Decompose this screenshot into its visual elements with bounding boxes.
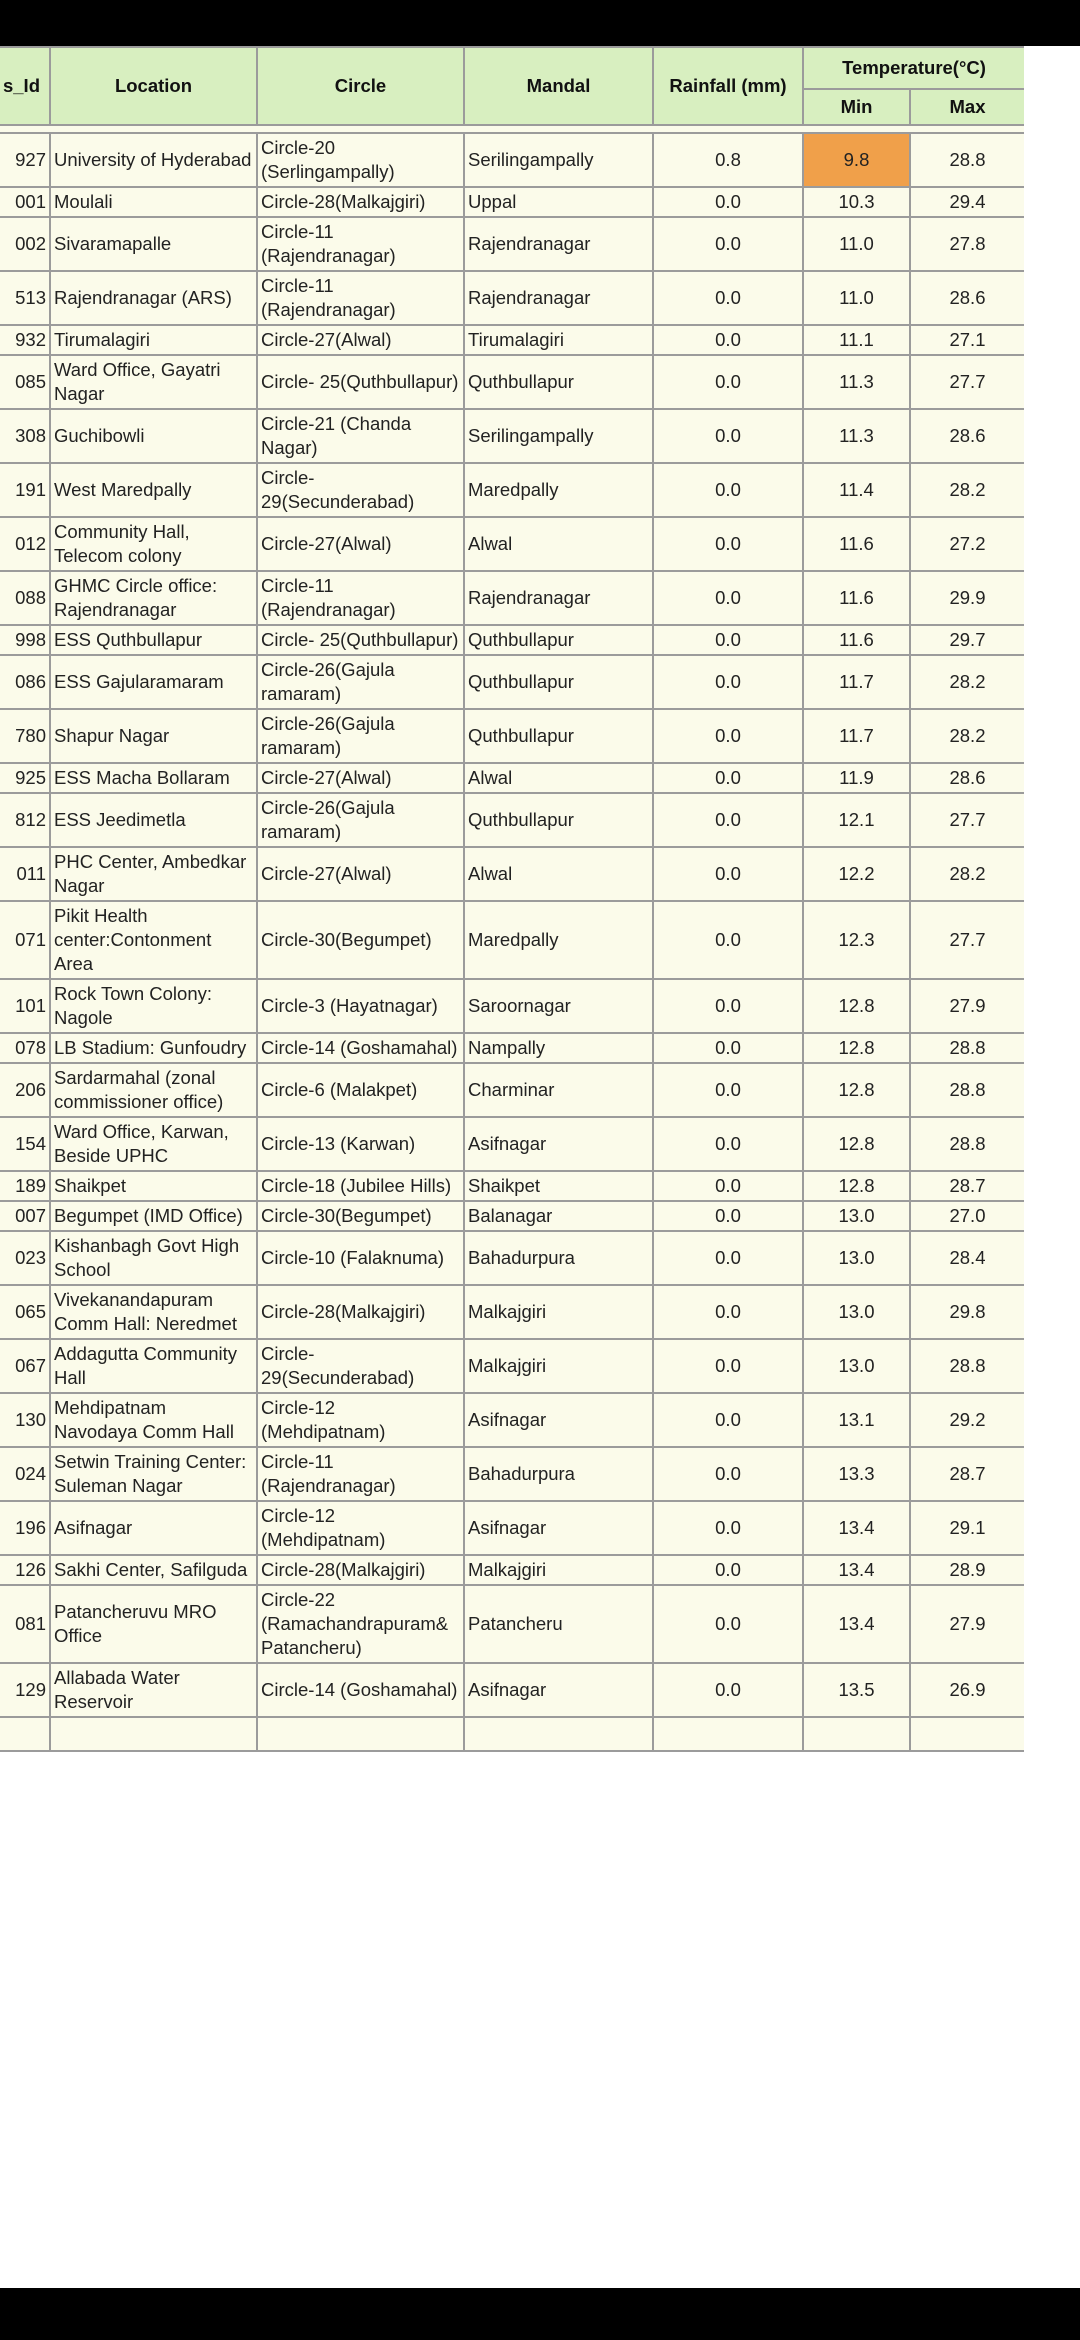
- cell-circle: Circle-12 (Mehdipatnam): [257, 1393, 464, 1447]
- cell-min: 13.0: [803, 1201, 910, 1231]
- cell-rainfall: 0.0: [653, 1285, 803, 1339]
- cell-rainfall: 0.0: [653, 187, 803, 217]
- cell-max: 29.1: [910, 1501, 1024, 1555]
- cell-rainfall: 0.0: [653, 1117, 803, 1171]
- cell-max: 27.9: [910, 979, 1024, 1033]
- cell-id: 081: [0, 1585, 50, 1663]
- cell-min: 13.4: [803, 1585, 910, 1663]
- cell-location: Sardarmahal (zonal commissioner office): [50, 1063, 257, 1117]
- cell-rainfall: 0.0: [653, 763, 803, 793]
- cell-partial: [803, 1717, 910, 1751]
- cell-id: 925: [0, 763, 50, 793]
- cell-mandal: Asifnagar: [464, 1501, 653, 1555]
- cell-circle: Circle-27(Alwal): [257, 763, 464, 793]
- cell-min: 11.6: [803, 625, 910, 655]
- table-row: [0, 517, 1024, 571]
- header-spacer-cell: [0, 125, 1024, 133]
- cell-id: 126: [0, 1555, 50, 1585]
- cell-id: 932: [0, 325, 50, 355]
- cell-location: GHMC Circle office: Rajendranagar: [50, 571, 257, 625]
- cell-rainfall: 0.0: [653, 409, 803, 463]
- cell-rainfall: 0.0: [653, 979, 803, 1033]
- cell-id: 129: [0, 1663, 50, 1717]
- cell-id: 001: [0, 187, 50, 217]
- cell-partial: [0, 1717, 50, 1751]
- cell-mandal: Alwal: [464, 517, 653, 571]
- cell-max: 28.6: [910, 271, 1024, 325]
- cell-location: Allabada Water Reservoir: [50, 1663, 257, 1717]
- cell-max: 28.2: [910, 709, 1024, 763]
- cell-min: 12.8: [803, 1117, 910, 1171]
- cell-location: PHC Center, Ambedkar Nagar: [50, 847, 257, 901]
- cell-location: University of Hyderabad: [50, 133, 257, 187]
- cell-rainfall: 0.0: [653, 1063, 803, 1117]
- cell-location: Ward Office, Karwan, Beside UPHC: [50, 1117, 257, 1171]
- cell-mandal: Nampally: [464, 1033, 653, 1063]
- cell-circle: Circle-28(Malkajgiri): [257, 1555, 464, 1585]
- cell-rainfall: 0.0: [653, 1447, 803, 1501]
- cell-mandal: Balanagar: [464, 1201, 653, 1231]
- cell-rainfall: 0.0: [653, 571, 803, 625]
- cell-max: 28.9: [910, 1555, 1024, 1585]
- cell-mandal: Rajendranagar: [464, 571, 653, 625]
- table-row: [0, 1201, 1024, 1231]
- cell-min: 13.3: [803, 1447, 910, 1501]
- cell-rainfall: 0.0: [653, 1201, 803, 1231]
- cell-location: Rajendranagar (ARS): [50, 271, 257, 325]
- header-location: Location: [50, 47, 257, 125]
- cell-location: Tirumalagiri: [50, 325, 257, 355]
- cell-min: 11.1: [803, 325, 910, 355]
- table-row: [0, 1171, 1024, 1201]
- cell-mandal: Tirumalagiri: [464, 325, 653, 355]
- cell-circle: Circle-3 (Hayatnagar): [257, 979, 464, 1033]
- cell-min: 12.3: [803, 901, 910, 979]
- cell-id: 130: [0, 1393, 50, 1447]
- cell-min: 11.9: [803, 763, 910, 793]
- cell-circle: Circle-22 (Ramachandrapuram& Patancheru): [257, 1585, 464, 1663]
- cell-location: ESS Jeedimetla: [50, 793, 257, 847]
- cell-id: 012: [0, 517, 50, 571]
- cell-min: 13.4: [803, 1501, 910, 1555]
- cell-min: 12.8: [803, 979, 910, 1033]
- cell-min: 11.3: [803, 409, 910, 463]
- cell-max: 27.9: [910, 1585, 1024, 1663]
- cell-circle: Circle-27(Alwal): [257, 325, 464, 355]
- cell-rainfall: 0.0: [653, 1171, 803, 1201]
- cell-min: 9.8: [803, 133, 910, 187]
- cell-partial: [910, 1717, 1024, 1751]
- cell-circle: Circle- 25(Quthbullapur): [257, 625, 464, 655]
- cell-rainfall: 0.0: [653, 1501, 803, 1555]
- cell-mandal: Maredpally: [464, 901, 653, 979]
- cell-location: ESS Macha Bollaram: [50, 763, 257, 793]
- cell-min: 12.8: [803, 1063, 910, 1117]
- cell-partial: [257, 1717, 464, 1751]
- table-row: [0, 979, 1024, 1033]
- cell-circle: Circle-14 (Goshamahal): [257, 1663, 464, 1717]
- cell-mandal: Uppal: [464, 187, 653, 217]
- cell-circle: Circle- 29(Secunderabad): [257, 1339, 464, 1393]
- table-row: [0, 133, 1024, 187]
- cell-rainfall: 0.8: [653, 133, 803, 187]
- cell-max: 28.4: [910, 1231, 1024, 1285]
- page-margin: [1024, 46, 1080, 2288]
- cell-rainfall: 0.0: [653, 1033, 803, 1063]
- cell-id: 189: [0, 1171, 50, 1201]
- cell-circle: Circle-28(Malkajgiri): [257, 187, 464, 217]
- cell-rainfall: 0.0: [653, 709, 803, 763]
- table-row-partial: [0, 1717, 1024, 1751]
- table-row: [0, 655, 1024, 709]
- cell-location: Vivekanandapuram Comm Hall: Neredmet: [50, 1285, 257, 1339]
- cell-mandal: Malkajgiri: [464, 1285, 653, 1339]
- cell-max: 27.1: [910, 325, 1024, 355]
- cell-id: 101: [0, 979, 50, 1033]
- table-row: [0, 1555, 1024, 1585]
- cell-circle: Circle-18 (Jubilee Hills): [257, 1171, 464, 1201]
- cell-mandal: Malkajgiri: [464, 1555, 653, 1585]
- cell-max: 28.7: [910, 1171, 1024, 1201]
- cell-id: 196: [0, 1501, 50, 1555]
- cell-max: 29.4: [910, 187, 1024, 217]
- cell-max: 27.7: [910, 793, 1024, 847]
- cell-min: 11.4: [803, 463, 910, 517]
- cell-rainfall: 0.0: [653, 325, 803, 355]
- header-temperature: Temperature(°C): [803, 47, 1024, 89]
- cell-rainfall: 0.0: [653, 355, 803, 409]
- cell-location: Community Hall, Telecom colony: [50, 517, 257, 571]
- cell-rainfall: 0.0: [653, 1585, 803, 1663]
- cell-max: 29.9: [910, 571, 1024, 625]
- cell-partial: [464, 1717, 653, 1751]
- cell-circle: Circle-30(Begumpet): [257, 1201, 464, 1231]
- cell-id: 002: [0, 217, 50, 271]
- cell-max: 28.8: [910, 1339, 1024, 1393]
- header-rainfall: Rainfall (mm): [653, 47, 803, 125]
- cell-circle: Circle-27(Alwal): [257, 517, 464, 571]
- table-row: [0, 409, 1024, 463]
- table-row: [0, 1447, 1024, 1501]
- weather-table-container[interactable]: [0, 46, 1024, 2336]
- table-row: [0, 1033, 1024, 1063]
- cell-location: Ward Office, Gayatri Nagar: [50, 355, 257, 409]
- cell-mandal: Asifnagar: [464, 1663, 653, 1717]
- cell-location: Kishanbagh Govt High School: [50, 1231, 257, 1285]
- cell-rainfall: 0.0: [653, 517, 803, 571]
- cell-location: West Maredpally: [50, 463, 257, 517]
- cell-location: Moulali: [50, 187, 257, 217]
- cell-mandal: Quthbullapur: [464, 625, 653, 655]
- cell-rainfall: 0.0: [653, 901, 803, 979]
- cell-max: 28.8: [910, 1063, 1024, 1117]
- cell-rainfall: 0.0: [653, 625, 803, 655]
- cell-id: 088: [0, 571, 50, 625]
- cell-rainfall: 0.0: [653, 793, 803, 847]
- cell-min: 11.0: [803, 217, 910, 271]
- cell-circle: Circle-10 (Falaknuma): [257, 1231, 464, 1285]
- cell-max: 28.8: [910, 1033, 1024, 1063]
- table-row: [0, 1393, 1024, 1447]
- cell-location: Rock Town Colony: Nagole: [50, 979, 257, 1033]
- table-row: [0, 793, 1024, 847]
- cell-id: 023: [0, 1231, 50, 1285]
- status-bar: [0, 0, 1080, 46]
- cell-location: Patancheruvu MRO Office: [50, 1585, 257, 1663]
- header-min: Min: [803, 89, 910, 125]
- cell-circle: Circle- 29(Secunderabad): [257, 463, 464, 517]
- cell-id: 067: [0, 1339, 50, 1393]
- cell-min: 13.0: [803, 1339, 910, 1393]
- cell-mandal: Serilingampally: [464, 409, 653, 463]
- cell-partial: [50, 1717, 257, 1751]
- cell-min: 11.3: [803, 355, 910, 409]
- table-row: [0, 1339, 1024, 1393]
- cell-max: 27.8: [910, 217, 1024, 271]
- cell-min: 12.8: [803, 1171, 910, 1201]
- cell-min: 11.6: [803, 571, 910, 625]
- cell-max: 28.6: [910, 763, 1024, 793]
- cell-max: 29.7: [910, 625, 1024, 655]
- cell-location: Addagutta Community Hall: [50, 1339, 257, 1393]
- cell-id: 086: [0, 655, 50, 709]
- cell-rainfall: 0.0: [653, 1339, 803, 1393]
- cell-rainfall: 0.0: [653, 847, 803, 901]
- cell-rainfall: 0.0: [653, 271, 803, 325]
- cell-circle: Circle-30(Begumpet): [257, 901, 464, 979]
- cell-circle: Circle-20 (Serlingampally): [257, 133, 464, 187]
- table-row: [0, 1285, 1024, 1339]
- cell-mandal: Asifnagar: [464, 1117, 653, 1171]
- cell-rainfall: 0.0: [653, 1555, 803, 1585]
- cell-max: 28.8: [910, 133, 1024, 187]
- cell-rainfall: 0.0: [653, 463, 803, 517]
- cell-max: 28.2: [910, 655, 1024, 709]
- table-row: [0, 187, 1024, 217]
- cell-location: Guchibowli: [50, 409, 257, 463]
- cell-rainfall: 0.0: [653, 1231, 803, 1285]
- cell-min: 12.1: [803, 793, 910, 847]
- table-row: [0, 1501, 1024, 1555]
- table-row: [0, 1231, 1024, 1285]
- cell-mandal: Quthbullapur: [464, 355, 653, 409]
- cell-max: 28.2: [910, 847, 1024, 901]
- table-row: [0, 1663, 1024, 1717]
- cell-mandal: Patancheru: [464, 1585, 653, 1663]
- cell-min: 11.7: [803, 655, 910, 709]
- cell-id: 998: [0, 625, 50, 655]
- header-spacer: [0, 125, 1024, 133]
- table-row: [0, 271, 1024, 325]
- cell-mandal: Bahadurpura: [464, 1447, 653, 1501]
- header-id: s_Id: [0, 47, 50, 125]
- cell-min: 11.7: [803, 709, 910, 763]
- cell-max: 27.7: [910, 901, 1024, 979]
- cell-location: Sakhi Center, Safilguda: [50, 1555, 257, 1585]
- table-row: [0, 1585, 1024, 1663]
- table-row: [0, 217, 1024, 271]
- cell-circle: Circle-27(Alwal): [257, 847, 464, 901]
- cell-id: 154: [0, 1117, 50, 1171]
- cell-circle: Circle-11 (Rajendranagar): [257, 217, 464, 271]
- cell-location: Pikit Health center:Contonment Area: [50, 901, 257, 979]
- cell-min: 13.4: [803, 1555, 910, 1585]
- cell-max: 28.2: [910, 463, 1024, 517]
- cell-mandal: Quthbullapur: [464, 793, 653, 847]
- cell-location: ESS Quthbullapur: [50, 625, 257, 655]
- cell-mandal: Bahadurpura: [464, 1231, 653, 1285]
- cell-rainfall: 0.0: [653, 1663, 803, 1717]
- table-row: [0, 625, 1024, 655]
- cell-circle: Circle-11 (Rajendranagar): [257, 271, 464, 325]
- header-mandal: Mandal: [464, 47, 653, 125]
- cell-max: 26.9: [910, 1663, 1024, 1717]
- cell-mandal: Quthbullapur: [464, 655, 653, 709]
- cell-max: 27.0: [910, 1201, 1024, 1231]
- cell-mandal: Alwal: [464, 763, 653, 793]
- cell-max: 27.7: [910, 355, 1024, 409]
- cell-id: 085: [0, 355, 50, 409]
- cell-location: ESS Gajularamaram: [50, 655, 257, 709]
- table-row: [0, 463, 1024, 517]
- header-circle: Circle: [257, 47, 464, 125]
- table-row: [0, 901, 1024, 979]
- cell-min: 10.3: [803, 187, 910, 217]
- table-row: [0, 325, 1024, 355]
- cell-max: 28.7: [910, 1447, 1024, 1501]
- cell-id: 065: [0, 1285, 50, 1339]
- cell-rainfall: 0.0: [653, 655, 803, 709]
- cell-min: 13.0: [803, 1231, 910, 1285]
- cell-max: 29.2: [910, 1393, 1024, 1447]
- cell-rainfall: 0.0: [653, 217, 803, 271]
- cell-location: Shaikpet: [50, 1171, 257, 1201]
- cell-max: 27.2: [910, 517, 1024, 571]
- cell-min: 13.5: [803, 1663, 910, 1717]
- cell-location: Shapur Nagar: [50, 709, 257, 763]
- cell-mandal: Quthbullapur: [464, 709, 653, 763]
- cell-min: 11.6: [803, 517, 910, 571]
- cell-max: 28.8: [910, 1117, 1024, 1171]
- cell-location: LB Stadium: Gunfoudry: [50, 1033, 257, 1063]
- cell-id: 078: [0, 1033, 50, 1063]
- cell-circle: Circle-11 (Rajendranagar): [257, 571, 464, 625]
- cell-id: 191: [0, 463, 50, 517]
- cell-id: 513: [0, 271, 50, 325]
- cell-mandal: Charminar: [464, 1063, 653, 1117]
- cell-circle: Circle-6 (Malakpet): [257, 1063, 464, 1117]
- cell-id: 011: [0, 847, 50, 901]
- cell-min: 13.1: [803, 1393, 910, 1447]
- cell-mandal: Rajendranagar: [464, 271, 653, 325]
- cell-location: Begumpet (IMD Office): [50, 1201, 257, 1231]
- cell-circle: Circle- 25(Quthbullapur): [257, 355, 464, 409]
- cell-circle: Circle-26(Gajula ramaram): [257, 793, 464, 847]
- cell-mandal: Asifnagar: [464, 1393, 653, 1447]
- cell-mandal: Serilingampally: [464, 133, 653, 187]
- cell-partial: [653, 1717, 803, 1751]
- table-row: [0, 571, 1024, 625]
- cell-circle: Circle-13 (Karwan): [257, 1117, 464, 1171]
- cell-mandal: Saroornagar: [464, 979, 653, 1033]
- cell-location: Sivaramapalle: [50, 217, 257, 271]
- cell-id: 007: [0, 1201, 50, 1231]
- cell-min: 13.0: [803, 1285, 910, 1339]
- cell-location: Mehdipatnam Navodaya Comm Hall: [50, 1393, 257, 1447]
- cell-circle: Circle-11 (Rajendranagar): [257, 1447, 464, 1501]
- cell-id: 927: [0, 133, 50, 187]
- cell-min: 11.0: [803, 271, 910, 325]
- cell-id: 024: [0, 1447, 50, 1501]
- cell-id: 308: [0, 409, 50, 463]
- cell-circle: Circle-12 (Mehdipatnam): [257, 1501, 464, 1555]
- cell-id: 780: [0, 709, 50, 763]
- cell-circle: Circle-26(Gajula ramaram): [257, 655, 464, 709]
- cell-id: 812: [0, 793, 50, 847]
- cell-id: 071: [0, 901, 50, 979]
- cell-mandal: Alwal: [464, 847, 653, 901]
- table-row: [0, 355, 1024, 409]
- cell-location: Asifnagar: [50, 1501, 257, 1555]
- cell-min: 12.8: [803, 1033, 910, 1063]
- cell-circle: Circle-28(Malkajgiri): [257, 1285, 464, 1339]
- cell-mandal: Maredpally: [464, 463, 653, 517]
- table-row: [0, 763, 1024, 793]
- cell-circle: Circle-21 (Chanda Nagar): [257, 409, 464, 463]
- weather-table: [0, 46, 1024, 1752]
- cell-mandal: Shaikpet: [464, 1171, 653, 1201]
- header-max: Max: [910, 89, 1024, 125]
- cell-max: 28.6: [910, 409, 1024, 463]
- table-row: [0, 1117, 1024, 1171]
- cell-circle: Circle-14 (Goshamahal): [257, 1033, 464, 1063]
- cell-mandal: Malkajgiri: [464, 1339, 653, 1393]
- cell-circle: Circle-26(Gajula ramaram): [257, 709, 464, 763]
- cell-rainfall: 0.0: [653, 1393, 803, 1447]
- table-row: [0, 1063, 1024, 1117]
- table-body: [0, 133, 1024, 1751]
- table-row: [0, 709, 1024, 763]
- cell-min: 12.2: [803, 847, 910, 901]
- table-row: [0, 847, 1024, 901]
- cell-id: 206: [0, 1063, 50, 1117]
- navigation-bar: [0, 2288, 1080, 2340]
- cell-location: Setwin Training Center: Suleman Nagar: [50, 1447, 257, 1501]
- cell-mandal: Rajendranagar: [464, 217, 653, 271]
- cell-max: 29.8: [910, 1285, 1024, 1339]
